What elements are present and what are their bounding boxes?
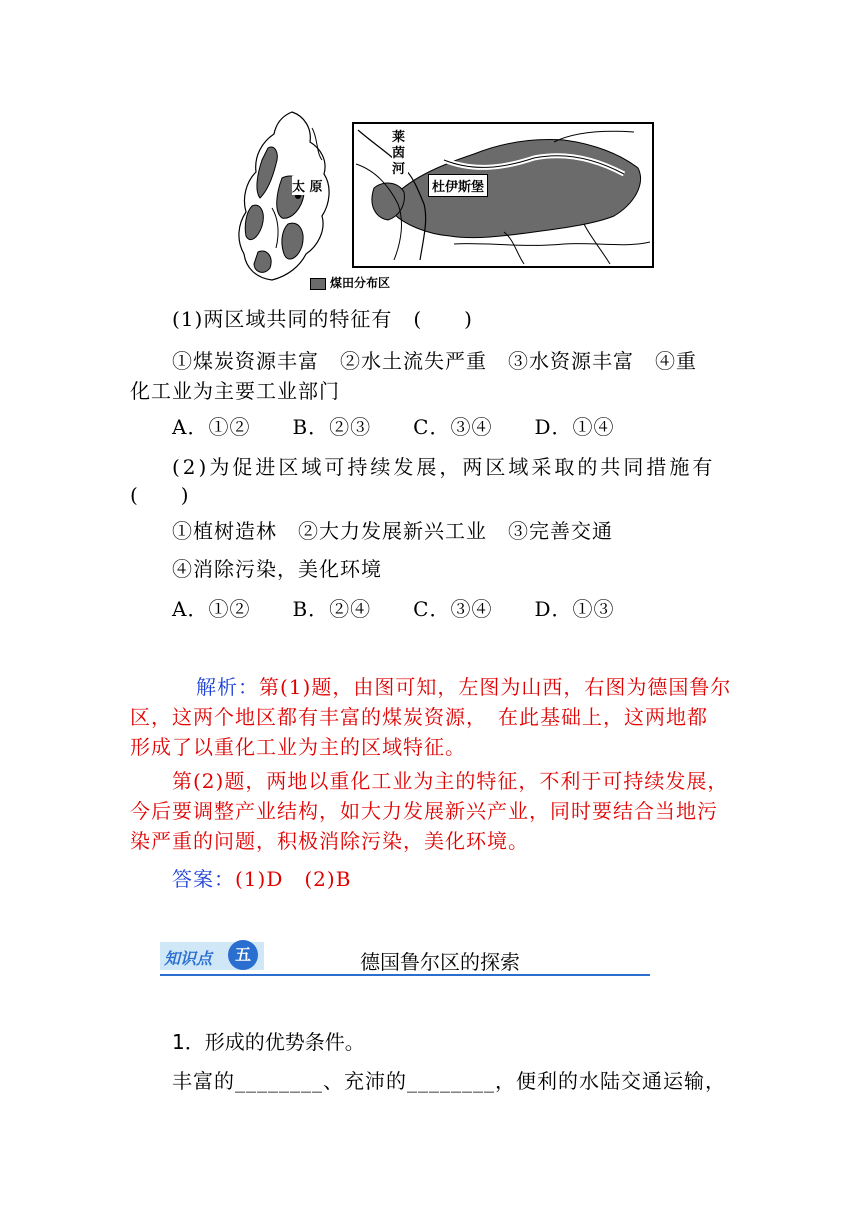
map-legend [310,274,390,291]
answer-value: (1)D (2)B [235,867,352,891]
answer-line [172,864,351,894]
section-fill-in-line: 丰富的________、充沛的________，便利的水陆交通运输， [172,1069,726,1093]
q1-stem: (1)两区域共同的特征有 ( ) [172,307,473,331]
q1-options-line2: 化工业为主要工业部门 [130,379,340,403]
q2-stem-line1: (2)为促进区域可持续发展，两区域采取的共同措施有 [172,455,716,479]
label-rhine: 莱茵河 [392,130,408,178]
q1-options-line1: ①煤炭资源丰富 ②水土流失严重 ③水资源丰富 ④重 [172,349,697,373]
analysis-p1-line1: 第(1)题，由图可知，左图为山西，右图为德国鲁尔 [259,675,732,699]
q2-stem-line2: ( ) [130,483,190,507]
answer-label: 答案： [172,867,235,891]
analysis-p2-line2: 今后要调整产业结构，如大力发展新兴产业，同时要结合当地污 [130,799,718,823]
analysis-line1 [196,672,731,702]
coal-legend-swatch [310,278,326,290]
knowledge-point-title: 德国鲁尔区的探索 [360,950,520,974]
analysis-p1-line2: 区，这两个地区都有丰富的煤炭资源， 在此基础上，这两地都 [130,705,708,729]
label-duisburg: 杜伊斯堡 [428,174,488,197]
q2-choices: A．①② B．②④ C．③④ D．①③ [172,597,615,621]
label-taiyuan: 太 原 [292,176,323,195]
knowledge-point-banner [160,940,650,976]
knowledge-point-number: 五 [228,940,258,970]
analysis-p2-line3: 染严重的问题，积极消除污染，美化环境。 [130,829,529,853]
analysis-p1-line3: 形成了以重化工业为主的区域特征。 [130,735,466,759]
legend-label: 煤田分布区 [330,276,391,290]
analysis-label: 解析： [196,675,259,699]
q2-options-line2: ④消除污染，美化环境 [172,557,382,581]
section-heading: 1．形成的优势条件。 [172,1030,365,1054]
shanxi-map [232,108,342,286]
ruhr-map [352,122,654,268]
q1-choices: A．①② B．②③ C．③④ D．①④ [172,415,615,439]
knowledge-point-badge [160,942,264,970]
q2-options-line1: ①植树造林 ②大力发展新兴工业 ③完善交通 [172,519,613,543]
analysis-p2-line1: 第(2)题，两地以重化工业为主的特征，不利于可持续发展， [172,769,729,793]
knowledge-point-badge-text: 知识点 [164,949,213,968]
